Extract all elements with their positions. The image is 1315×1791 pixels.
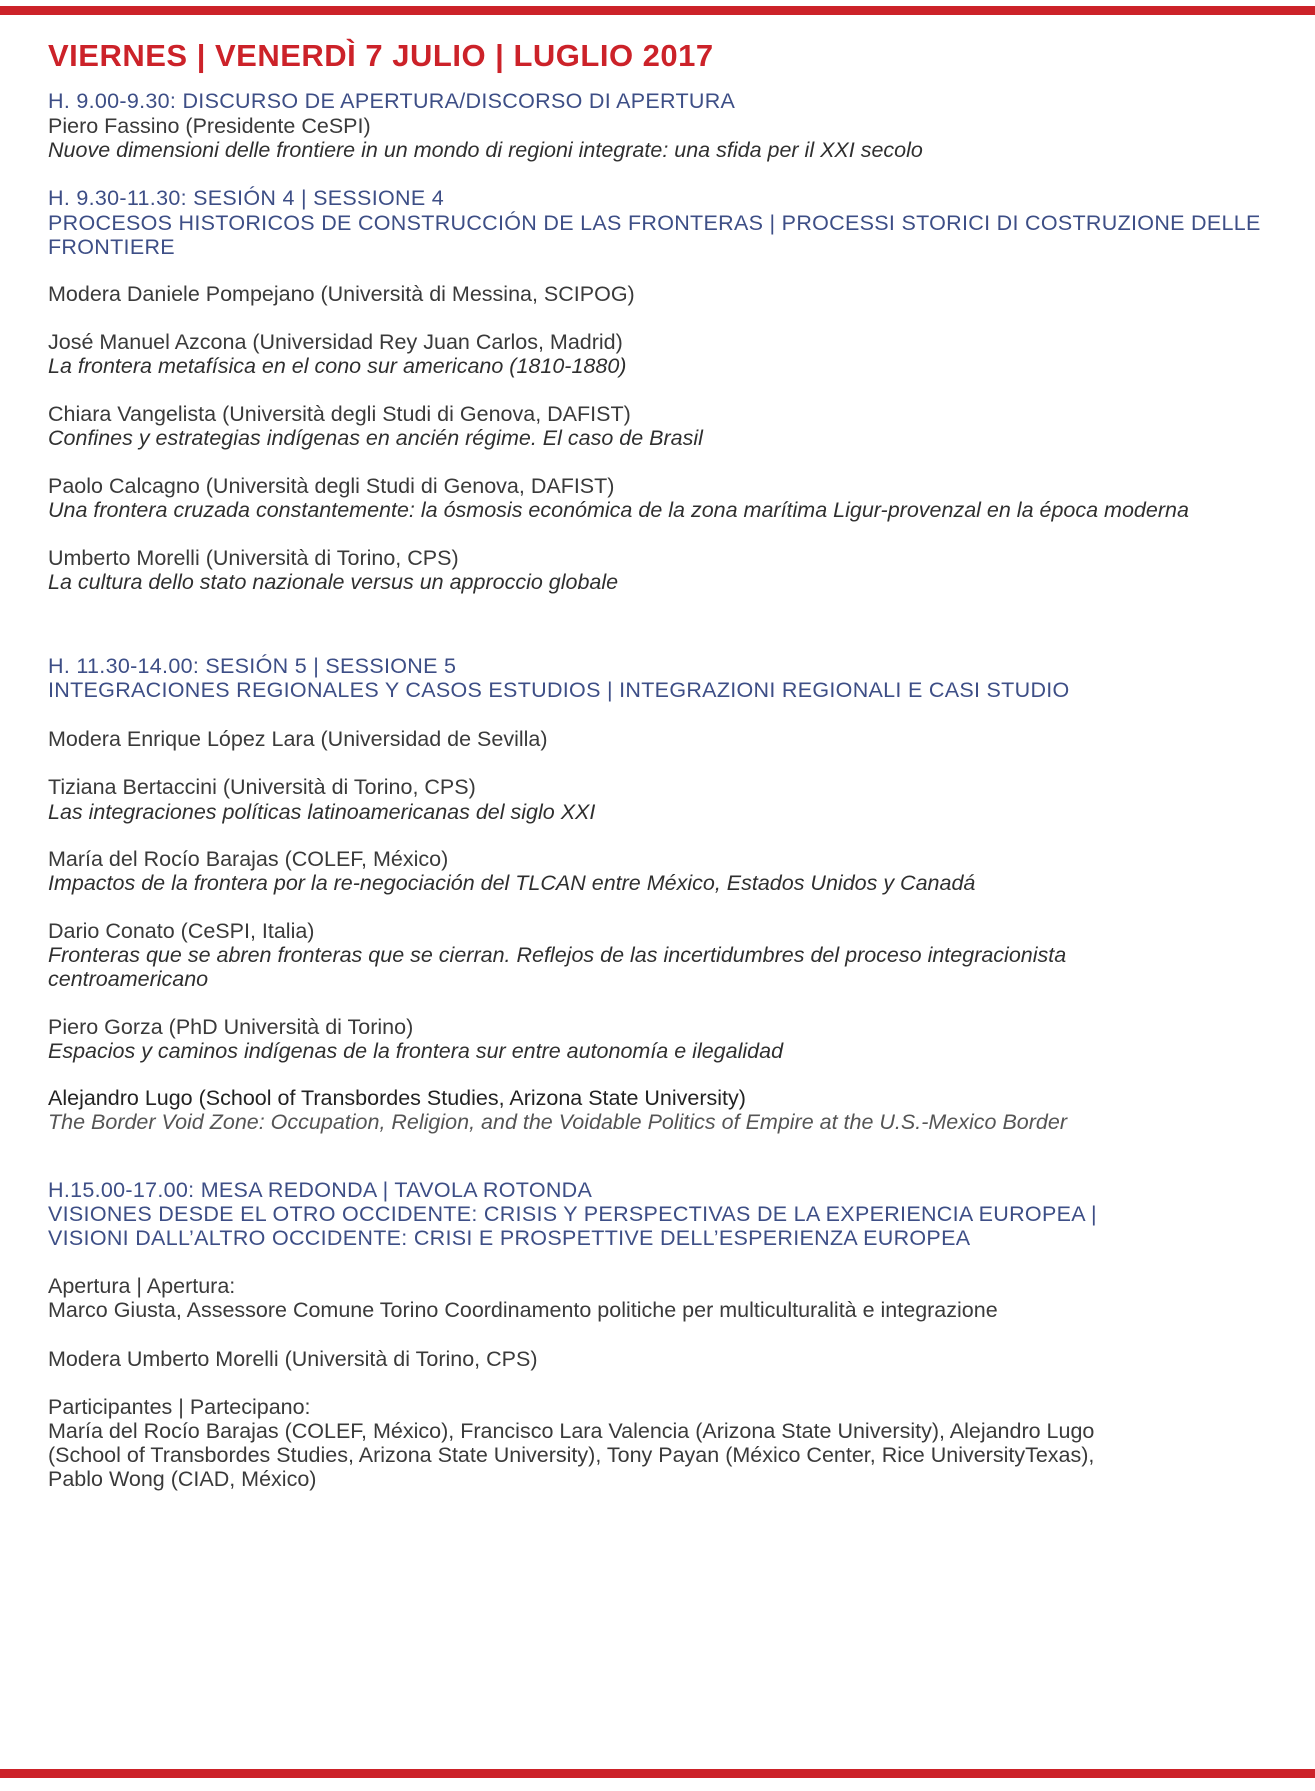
speaker-line: Tiziana Bertaccini (Università di Torino, CPS) — [48, 775, 476, 799]
talk-title: La frontera metafísica en el cono sur americano (1810-1880) — [48, 354, 627, 378]
talk-title: Espacios y caminos indígenas de la frontera sur entre autonomía e ilegalidad — [48, 1039, 784, 1063]
session-heading: H. 9.00-9.30: DISCURSO DE APERTURA/DISCORSO DI APERTURA — [48, 89, 736, 113]
talk-title: Las integraciones políticas latinoamericanas del siglo XXI — [48, 800, 596, 824]
speaker-line: Modera Daniele Pompejano (Università di Messina, SCIPOG) — [48, 282, 635, 306]
session-heading: FRONTIERE — [48, 235, 175, 259]
talk-title: Fronteras que se abren fronteras que se cierran. Reflejos de las incertidumbres del proceso integracionista — [48, 943, 1067, 967]
session-heading: VISIONES DESDE EL OTRO OCCIDENTE: CRISIS Y PERSPECTIVAS DE LA EXPERIENCIA EUROPEA | — [48, 1202, 1097, 1226]
speaker-line: María del Rocío Barajas (COLEF, México) — [48, 847, 449, 871]
speaker-line: José Manuel Azcona (Universidad Rey Juan Carlos, Madrid) — [48, 330, 623, 354]
session-heading: PROCESOS HISTORICOS DE CONSTRUCCIÓN DE LAS FRONTERAS | PROCESSI STORICI DI COSTRUZIONE DELLE — [48, 211, 1261, 235]
session-heading: H. 9.30-11.30: SESIÓN 4 | SESSIONE 4 — [48, 186, 444, 210]
speaker-line: Modera Enrique López Lara (Universidad de Sevilla) — [48, 727, 548, 751]
speaker-line: Umberto Morelli (Università di Torino, CPS) — [48, 546, 459, 570]
speaker-line: Piero Gorza (PhD Università di Torino) — [48, 1015, 414, 1039]
speaker-line: Pablo Wong (CIAD, México) — [48, 1467, 317, 1491]
speaker-line: (School of Transbordes Studies, Arizona State University), Tony Payan (México Center, Rice UniversityTexas), — [48, 1443, 1095, 1467]
talk-title: Nuove dimensioni delle frontiere in un mondo di regioni integrate: una sfida per il XXI secolo — [48, 138, 923, 162]
talk-title: The Border Void Zone: Occupation, Religion, and the Voidable Politics of Empire at the U.S.-Mexico Border — [48, 1110, 1067, 1134]
session-heading: INTEGRACIONES REGIONALES Y CASOS ESTUDIOS | INTEGRAZIONI REGIONALI E CASI STUDIO — [48, 678, 1070, 702]
speaker-line: Piero Fassino (Presidente CeSPI) — [48, 114, 371, 138]
session-heading: H.15.00-17.00: MESA REDONDA | TAVOLA ROTONDA — [48, 1178, 593, 1202]
speaker-line: Apertura | Apertura: — [48, 1274, 236, 1298]
speaker-line: Modera Umberto Morelli (Università di Torino, CPS) — [48, 1347, 538, 1371]
session-heading: H. 11.30-14.00: SESIÓN 5 | SESSIONE 5 — [48, 654, 457, 678]
talk-title: Una frontera cruzada constantemente: la ósmosis económica de la zona marítima Ligur-provenzal en la época moderna — [48, 498, 1189, 522]
speaker-line: María del Rocío Barajas (COLEF, México), Francisco Lara Valencia (Arizona State University), Alejandro Lugo — [48, 1419, 1095, 1443]
talk-title: centroamericano — [48, 967, 209, 991]
top-red-rule — [0, 6, 1315, 15]
day-title: VIERNES | VENERDÌ 7 JULIO | LUGLIO 2017 — [48, 38, 714, 73]
talk-title: Impactos de la frontera por la re-negociación del TLCAN entre México, Estados Unidos y Canadá — [48, 871, 976, 895]
session-heading: VISIONI DALL’ALTRO OCCIDENTE: CRISI E PROSPETTIVE DELL’ESPERIENZA EUROPEA — [48, 1226, 971, 1250]
speaker-line: Dario Conato (CeSPI, Italia) — [48, 919, 315, 943]
speaker-line: Participantes | Partecipano: — [48, 1395, 311, 1419]
talk-title: La cultura dello stato nazionale versus un approccio globale — [48, 570, 619, 594]
talk-title: Confines y estrategias indígenas en ancién régime. El caso de Brasil — [48, 426, 703, 450]
speaker-line: Paolo Calcagno (Università degli Studi di Genova, DAFIST) — [48, 474, 615, 498]
speaker-line: Alejandro Lugo (School of Transbordes Studies, Arizona State University) — [48, 1086, 746, 1110]
bottom-red-rule — [0, 1769, 1315, 1778]
speaker-line: Chiara Vangelista (Università degli Studi di Genova, DAFIST) — [48, 402, 631, 426]
speaker-line: Marco Giusta, Assessore Comune Torino Coordinamento politiche per multiculturalità e integrazione — [48, 1298, 998, 1322]
